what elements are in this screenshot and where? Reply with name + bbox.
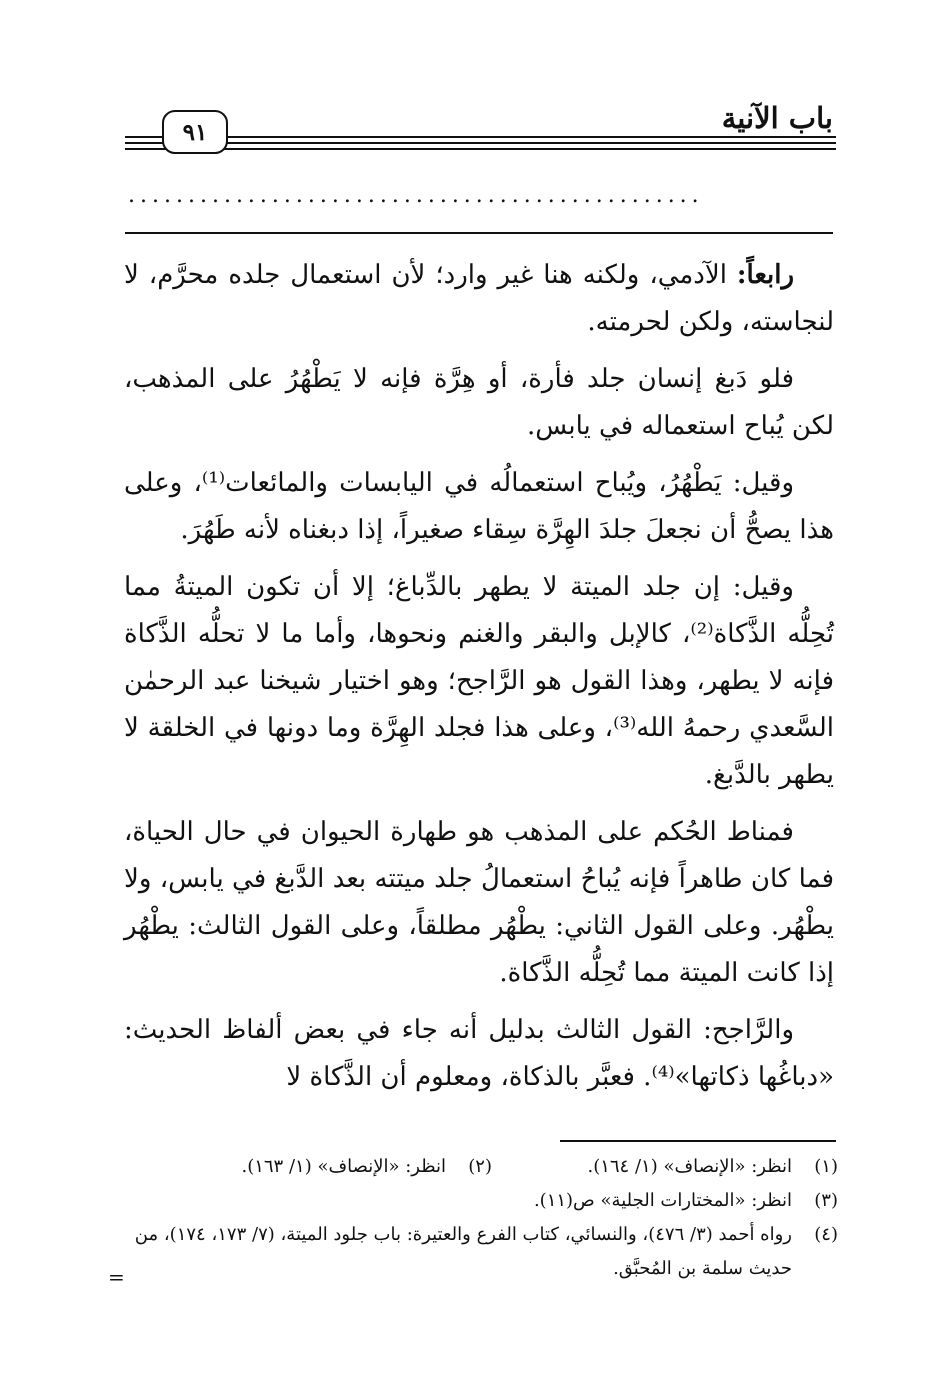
paragraph-lead: رابعاً:: [736, 260, 794, 290]
dotted-separator: ................................................: [128, 185, 704, 207]
main-text: [124, 252, 834, 1111]
footnotes: [110, 1150, 838, 1286]
footnote-number: (٣): [814, 1190, 838, 1211]
paragraph-4: [124, 564, 834, 799]
top-rule: [125, 232, 833, 234]
paragraph-2: [124, 356, 834, 450]
footnote-number: (٤): [814, 1224, 838, 1245]
footnote-rule: [560, 1140, 836, 1142]
paragraph-text: والرَّاجح: القول الثالث بدليل أنه جاء في بعض ألفاظ الحديث: «دباغُها ذكاتها»⁽⁴⁾. فعبَّر بالذكاة، ومعلوم أن الذَّكاة لا: [124, 1015, 834, 1092]
header-rule-1: [125, 136, 836, 138]
header-rule-3: [125, 148, 836, 150]
footnote-number: (١): [814, 1156, 838, 1177]
footnote-text: انظر: «الإنصاف» (١/ ١٦٤).: [587, 1156, 792, 1177]
page-number-box: [162, 110, 228, 154]
continuation-mark: =: [108, 1265, 125, 1289]
footnote-number: (٢): [468, 1156, 492, 1177]
paragraph-1: [124, 252, 834, 346]
page-number: ٩١: [182, 118, 208, 146]
chapter-title: باب الآنية: [721, 101, 833, 135]
paragraph-6: [124, 1007, 834, 1101]
paragraph-text: الآدمي، ولكنه هنا غير وارد؛ لأن استعمال جلده محرَّم، لا لنجاسته، ولكن لحرمته.: [124, 260, 834, 337]
paragraph-text: وقيل: إن جلد الميتة لا يطهر بالدِّباغ؛ إلا أن تكون الميتةُ مما تُحِلُّه الذَّكاة⁽²⁾، كالإبل والبقر والغنم ونحوها، وأما ما لا تحلُّه الذَّكاة فإنه لا يطهر، وهذا القول هو الرَّاجح؛ وهو اختيار شيخنا عبد الرحمٰن السَّعدي رحمهُ الله⁽³⁾، وعلى هذا فجلد الهِرَّة وما دونها في الخلقة لا يطهر بالدَّبغ.: [124, 572, 835, 790]
paragraph-5: [124, 809, 834, 997]
footnote-row-1-2: [110, 1150, 838, 1184]
footnote-text: انظر: «المختارات الجلية» ص(١١).: [533, 1190, 792, 1211]
paragraph-text: فمناط الحُكم على المذهب هو طهارة الحيوان في حال الحياة، فما كان طاهراً فإنه يُباحُ استعمالُ جلد ميتته بعد الدَّبغ في يابس، ولا يطْهُر. وعلى القول الثاني: يطْهُر مطلقاً، وعلى القول الثالث: يطْهُر إذا كانت الميتة مما تُحِلُّه الذَّكاة.: [124, 817, 834, 988]
footnote-text: انظر: «الإنصاف» (١/ ١٦٣).: [241, 1156, 446, 1177]
footnote-row-4: [110, 1218, 838, 1286]
header-rule-2: [125, 142, 836, 144]
footnote-text: رواه أحمد (٣/ ٤٧٦)، والنسائي، كتاب الفرع والعتيرة: باب جلود الميتة، (٧/ ١٧٣، ١٧٤)، من حديث سلمة بن المُحبَّق.: [134, 1224, 792, 1279]
paragraph-text: فلو دَبغ إنسان جلد فأرة، أو هِرَّة فإنه لا يَطْهُرُ على المذهب، لكن يُباح استعماله في يابس.: [124, 364, 834, 441]
paragraph-text: وقيل: يَطْهُرُ، ويُباح استعمالُه في اليابسات والمائعات⁽¹⁾، وعلى هذا يصحُّ أن نجعلَ جلدَ الهِرَّة سِقاء صغيراً، إذا دبغناه لأنه طَهُرَ.: [124, 468, 834, 545]
footnote-row-3: [110, 1184, 838, 1218]
paragraph-3: [124, 460, 834, 554]
